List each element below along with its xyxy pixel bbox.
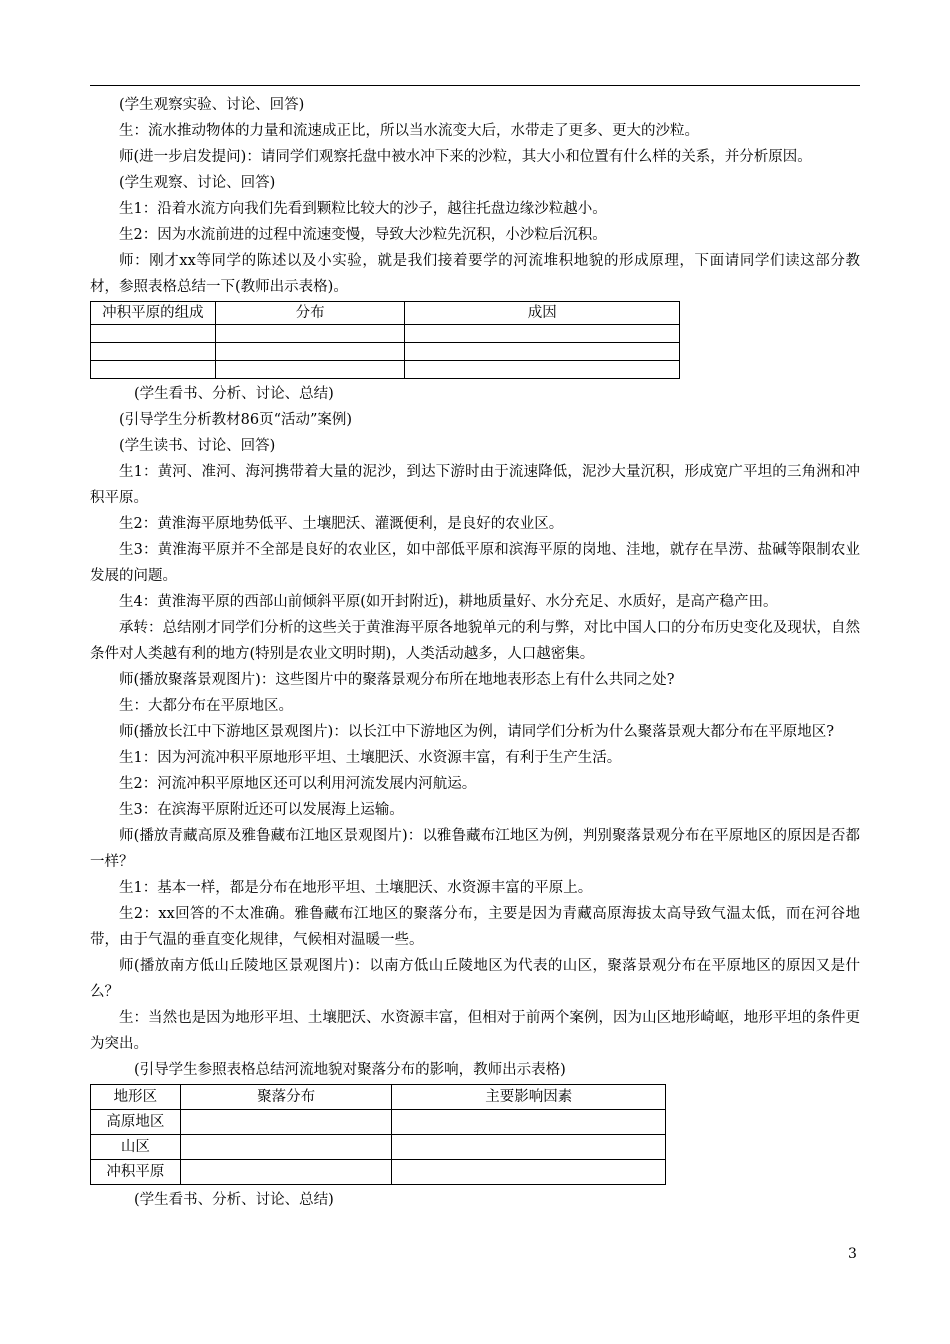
paragraph: 承转：总结刚才同学们分析的这些关于黄淮海平原各地貌单元的利与弊，对比中国人口的分布历史变化及现状，自然条件对人类越有利的地方(特别是农业文明时期)，人类活动越多，人口越密集。: [90, 620, 860, 662]
table-cell: [91, 325, 216, 343]
table-header-cell: 地形区: [91, 1085, 181, 1110]
paragraph: (学生看书、分析、讨论、总结): [134, 1192, 334, 1208]
table-row: [91, 361, 680, 379]
table-cell: [405, 361, 680, 379]
table-row: [91, 1110, 666, 1135]
table-cell: [215, 325, 405, 343]
paragraph: 生2：xx回答的不太准确。雅鲁藏布江地区的聚落分布，主要是因为青藏高原海拔太高导致气温太低，而在河谷地带，由于气温的垂直变化规律，气候相对温暖一些。: [90, 906, 860, 948]
table-cell: [91, 361, 216, 379]
table-header-cell: 分布: [215, 302, 405, 325]
paragraph: 师(播放南方低山丘陵地区景观图片)：以南方低山丘陵地区为代表的山区，聚落景观分布在平原地区的原因又是什么？: [90, 958, 860, 1000]
table-header-cell: 主要影响因素: [392, 1085, 666, 1110]
table-cell: [180, 1160, 392, 1185]
table-row: [91, 1160, 666, 1185]
table-row: [91, 325, 680, 343]
table-cell: 高原地区: [91, 1110, 181, 1135]
table-row: [91, 343, 680, 361]
table-header-row: [91, 1085, 666, 1110]
table-cell: [392, 1160, 666, 1185]
table-header-cell: 成因: [405, 302, 680, 325]
paragraph: 师(播放聚落景观图片)：这些图片中的聚落景观分布所在地地表形态上有什么共同之处?: [119, 672, 675, 688]
page-number: 3: [848, 1246, 857, 1262]
paragraph: 生2：黄淮海平原地势低平、土壤肥沃、灌溉便利，是良好的农业区。: [119, 516, 564, 532]
document-body: [90, 92, 860, 1213]
alluvial-plain-table: [90, 301, 680, 379]
paragraph: 生3：在滨海平原附近还可以发展海上运输。: [119, 802, 404, 818]
paragraph: 生1：沿着水流方向我们先看到颗粒比较大的沙子，越往托盘边缘沙粒越小。: [119, 201, 607, 217]
table-cell: [215, 343, 405, 361]
paragraph: 生2：河流冲积平原地区还可以利用河流发展内河航运。: [119, 776, 477, 792]
paragraph: 师(播放青藏高原及雅鲁藏布江地区景观图片)：以雅鲁藏布江地区为例，判别聚落景观分布在平原地区的原因是否都一样？: [90, 828, 860, 870]
paragraph: (学生看书、分析、讨论、总结): [134, 386, 334, 402]
paragraph: 师(播放长江中下游地区景观图片)：以长江中下游地区为例，请同学们分析为什么聚落景观大都分布在平原地区?: [119, 724, 835, 740]
table-cell: [215, 361, 405, 379]
table-cell: [180, 1135, 392, 1160]
table-cell: [392, 1110, 666, 1135]
paragraph: (引导学生参照表格总结河流地貌对聚落分布的影响，教师出示表格): [134, 1062, 566, 1078]
table-cell: 山区: [91, 1135, 181, 1160]
paragraph: (学生观察、讨论、回答): [119, 175, 276, 191]
table-row: [91, 1135, 666, 1160]
table-cell: [91, 343, 216, 361]
paragraph: (学生观察实验、讨论、回答): [119, 97, 305, 113]
table-header-cell: 冲积平原的组成: [91, 302, 216, 325]
paragraph: 生2：因为水流前进的过程中流速变慢，导致大沙粒先沉积，小沙粒后沉积。: [119, 227, 607, 243]
table-cell: [405, 343, 680, 361]
paragraph: (引导学生分析教材86页“活动”案例): [119, 412, 353, 428]
table-header-cell: 聚落分布: [180, 1085, 392, 1110]
paragraph: 生3：黄淮海平原并不全部是良好的农业区，如中部低平原和滨海平原的岗地、洼地，就存在旱涝、盐碱等限制农业发展的问题。: [90, 542, 860, 584]
paragraph: 生1：基本一样，都是分布在地形平坦、土壤肥沃、水资源丰富的平原上。: [119, 880, 593, 896]
settlement-table: [90, 1084, 666, 1185]
paragraph: 生：当然也是因为地形平坦、土壤肥沃、水资源丰富，但相对于前两个案例，因为山区地形崎岖，地形平坦的条件更为突出。: [90, 1010, 860, 1052]
header-rule: [90, 85, 860, 86]
table-cell: 冲积平原: [91, 1160, 181, 1185]
table-cell: [180, 1110, 392, 1135]
paragraph: 师(进一步启发提问)：请同学们观察托盘中被水冲下来的沙粒，其大小和位置有什么样的关系，并分析原因。: [119, 149, 812, 165]
table-cell: [405, 325, 680, 343]
paragraph: 生：大都分布在平原地区。: [119, 698, 293, 714]
paragraph: 生1：因为河流冲积平原地形平坦、土壤肥沃、水资源丰富，有利于生产生活。: [119, 750, 622, 766]
table-cell: [392, 1135, 666, 1160]
paragraph: 生1：黄河、准河、海河携带着大量的泥沙，到达下游时由于流速降低，泥沙大量沉积，形成宽广平坦的三角洲和冲积平原。: [90, 464, 860, 506]
paragraph: (学生读书、讨论、回答): [119, 438, 276, 454]
paragraph: 师：刚才xx等同学的陈述以及小实验，就是我们接着要学的河流堆积地貌的形成原理，下面请同学们读这部分教材，参照表格总结一下(教师出示表格)。: [90, 253, 860, 295]
table-header-row: [91, 302, 680, 325]
paragraph: 生：流水推动物体的力量和流速成正比，所以当水流变大后，水带走了更多、更大的沙粒。: [119, 123, 699, 139]
paragraph: 生4：黄淮海平原的西部山前倾斜平原(如开封附近)，耕地质量好、水分充足、水质好，是高产稳产田。: [119, 594, 778, 610]
